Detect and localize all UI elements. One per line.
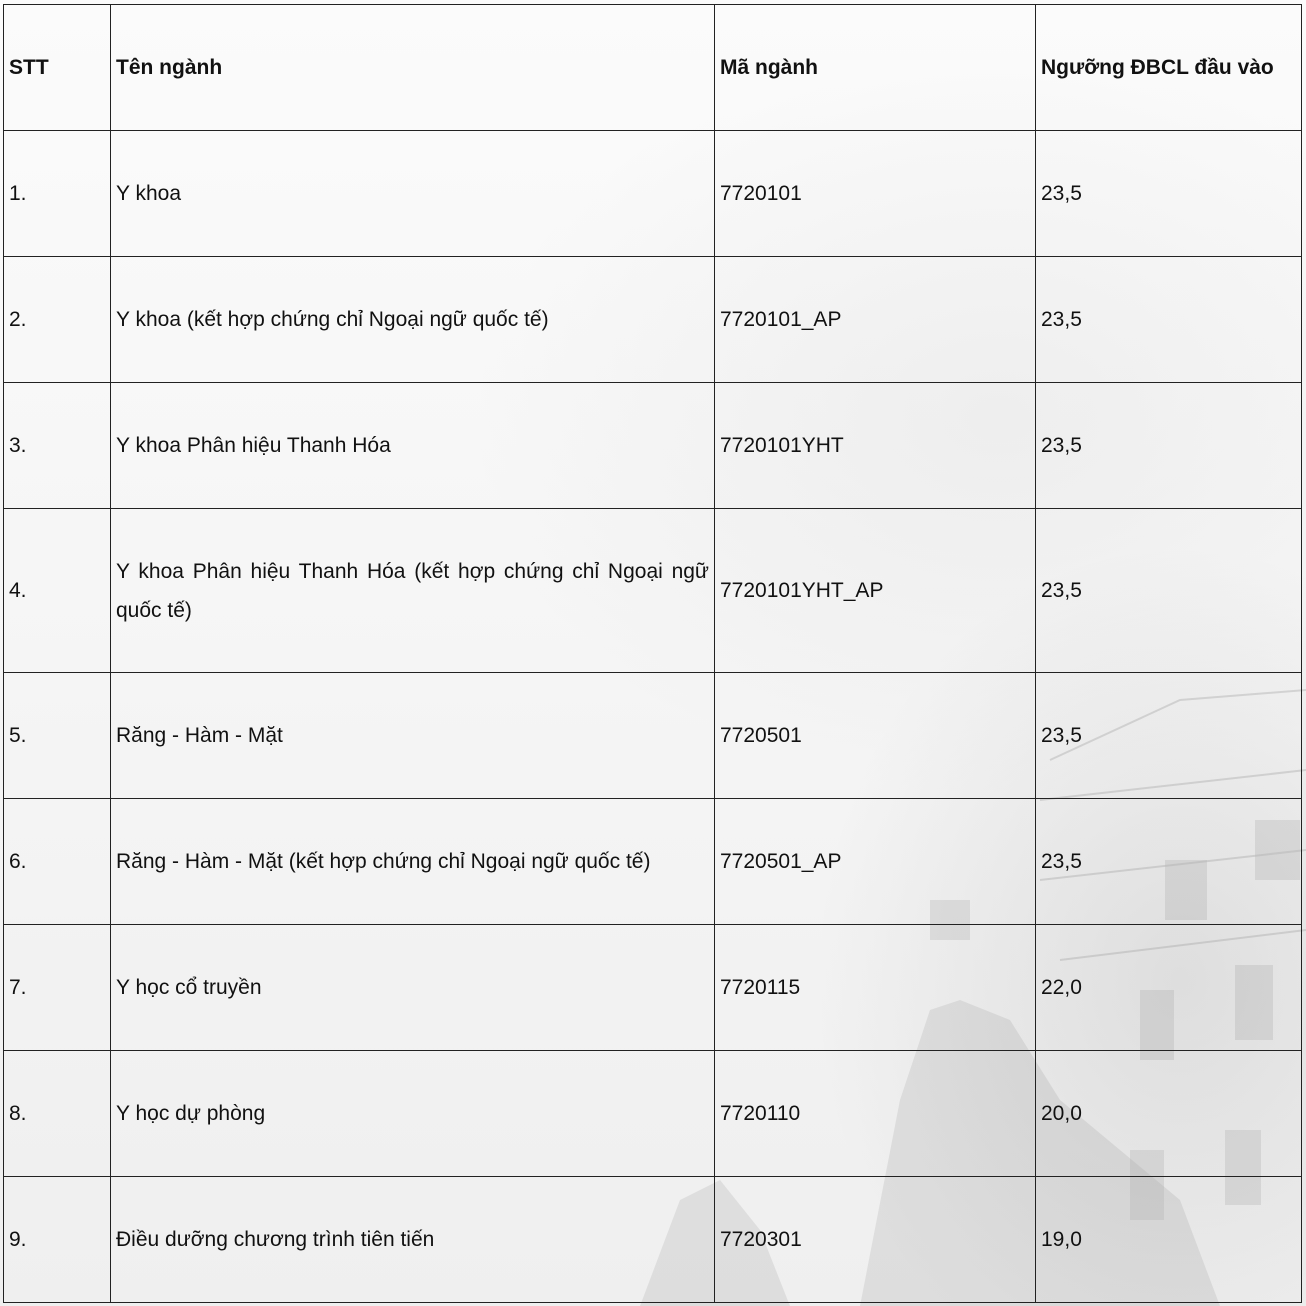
- cell-stt: 8.: [4, 1051, 111, 1177]
- cell-stt: 2.: [4, 257, 111, 383]
- cell-code: 7720101YHT_AP: [715, 509, 1036, 673]
- cell-threshold: 22,0: [1036, 925, 1302, 1051]
- table-row: [4, 257, 1302, 383]
- table-row: [4, 799, 1302, 925]
- table-header-row: [4, 5, 1302, 131]
- header-stt: STT: [4, 5, 111, 131]
- cell-threshold: 23,5: [1036, 799, 1302, 925]
- cell-stt: 7.: [4, 925, 111, 1051]
- cell-threshold: 23,5: [1036, 383, 1302, 509]
- cell-name: Y học cổ truyền: [111, 925, 715, 1051]
- cell-threshold: 20,0: [1036, 1051, 1302, 1177]
- cell-code: 7720101_AP: [715, 257, 1036, 383]
- table-row: [4, 1177, 1302, 1303]
- cell-name: Y khoa (kết hợp chứng chỉ Ngoại ngữ quốc tế): [111, 257, 715, 383]
- cell-name: Y khoa Phân hiệu Thanh Hóa: [111, 383, 715, 509]
- table-row: [4, 673, 1302, 799]
- cell-threshold: 23,5: [1036, 509, 1302, 673]
- cell-code: 7720101: [715, 131, 1036, 257]
- cell-name: Y khoa: [111, 131, 715, 257]
- cell-code: 7720110: [715, 1051, 1036, 1177]
- header-name: Tên ngành: [111, 5, 715, 131]
- cell-threshold: 19,0: [1036, 1177, 1302, 1303]
- cell-threshold: 23,5: [1036, 131, 1302, 257]
- header-code: Mã ngành: [715, 5, 1036, 131]
- cell-threshold: 23,5: [1036, 257, 1302, 383]
- cell-threshold: 23,5: [1036, 673, 1302, 799]
- cell-name: Răng - Hàm - Mặt (kết hợp chứng chỉ Ngoại ngữ quốc tế): [111, 799, 715, 925]
- cell-code: 7720301: [715, 1177, 1036, 1303]
- cell-code: 7720501_AP: [715, 799, 1036, 925]
- cell-name: Răng - Hàm - Mặt: [111, 673, 715, 799]
- cell-code: 7720115: [715, 925, 1036, 1051]
- cell-stt: 6.: [4, 799, 111, 925]
- cell-stt: 4.: [4, 509, 111, 673]
- admission-threshold-table: [3, 4, 1302, 1303]
- cell-code: 7720501: [715, 673, 1036, 799]
- cell-stt: 9.: [4, 1177, 111, 1303]
- table-row: [4, 925, 1302, 1051]
- table-row: [4, 383, 1302, 509]
- table-row: [4, 1051, 1302, 1177]
- cell-name: Y học dự phòng: [111, 1051, 715, 1177]
- cell-name: Điều dưỡng chương trình tiên tiến: [111, 1177, 715, 1303]
- header-threshold: Ngưỡng ĐBCL đầu vào: [1036, 5, 1302, 131]
- cell-code: 7720101YHT: [715, 383, 1036, 509]
- table-row: [4, 509, 1302, 673]
- cell-stt: 5.: [4, 673, 111, 799]
- cell-stt: 1.: [4, 131, 111, 257]
- table-row: [4, 131, 1302, 257]
- cell-stt: 3.: [4, 383, 111, 509]
- cell-name: Y khoa Phân hiệu Thanh Hóa (kết hợp chứng chỉ Ngoại ngữ quốc tế): [111, 509, 715, 673]
